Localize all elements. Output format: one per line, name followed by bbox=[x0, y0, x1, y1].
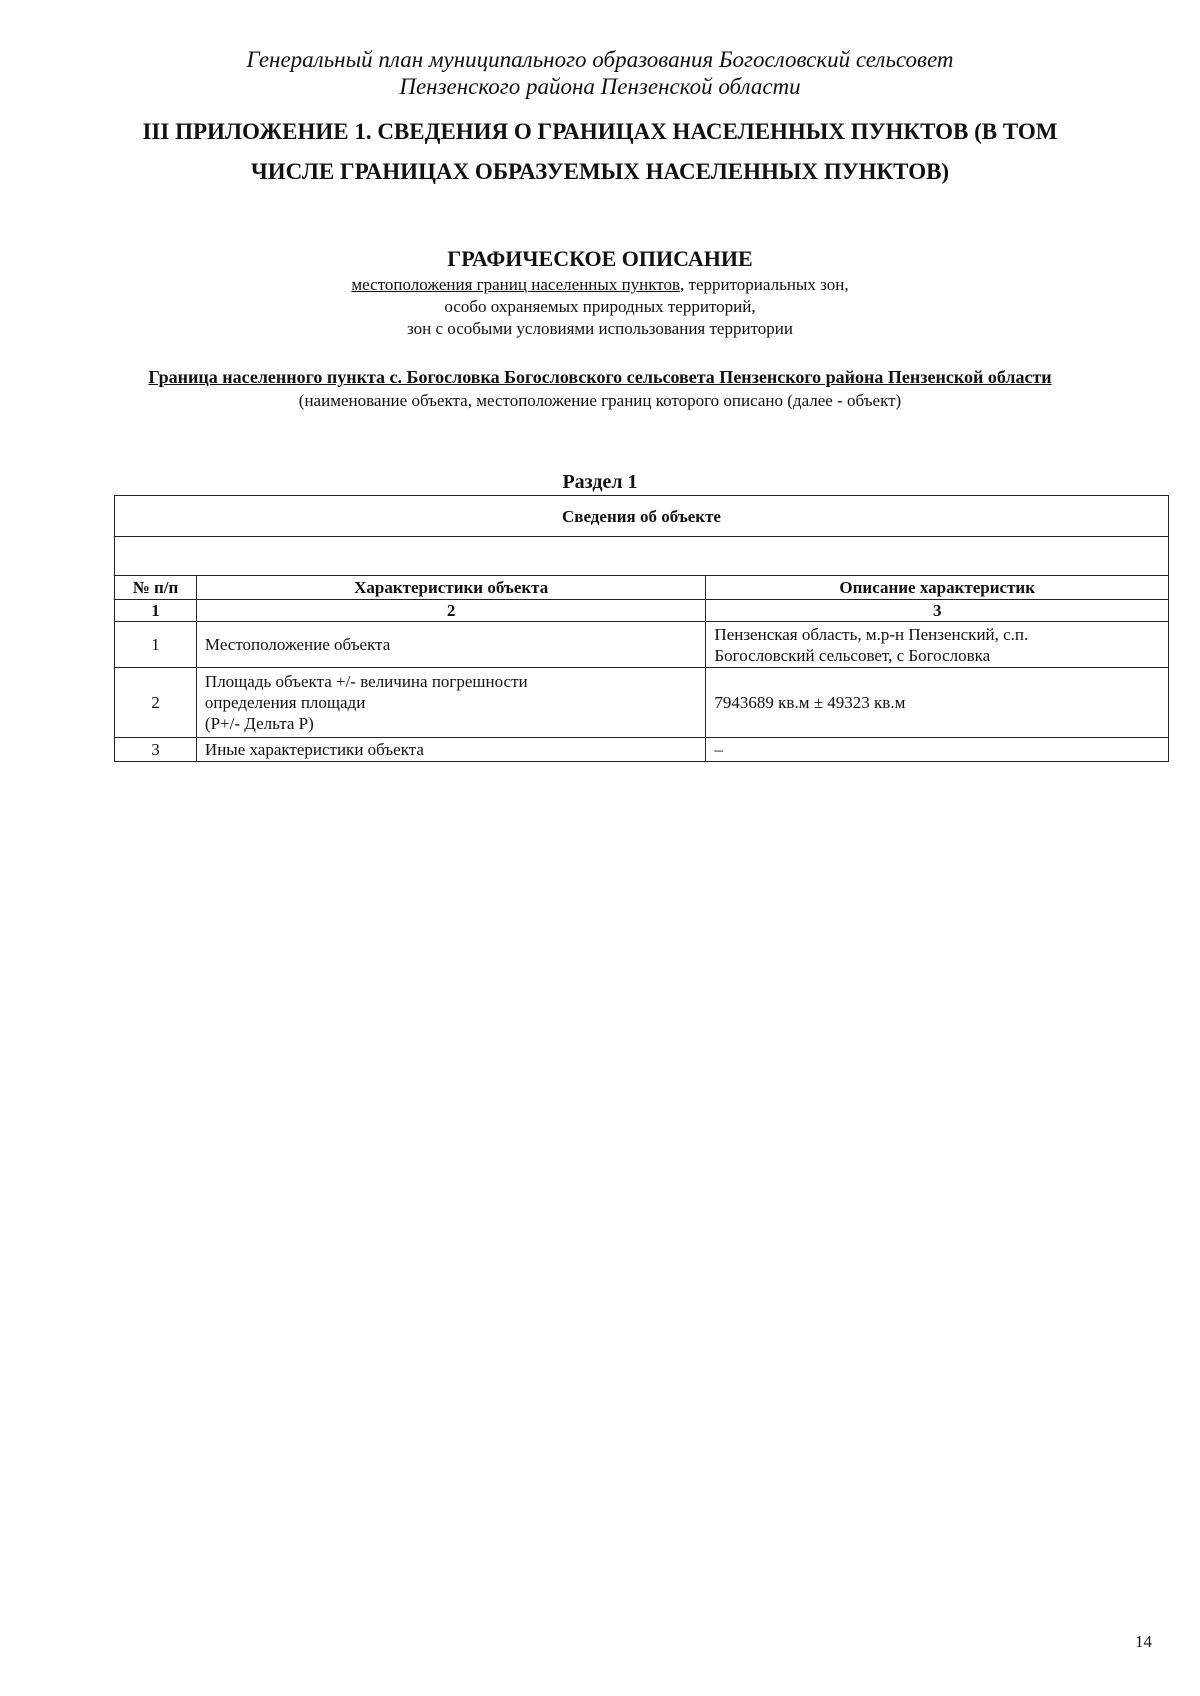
column-number-2: 2 bbox=[196, 600, 706, 622]
graphic-description-subtitle bbox=[0, 274, 1200, 340]
row-description bbox=[706, 622, 1169, 668]
row-description: 7943689 кв.м ± 49323 кв.м bbox=[706, 668, 1169, 738]
row-characteristic bbox=[196, 668, 706, 738]
graphic-description-line-1 bbox=[0, 274, 1200, 296]
running-header bbox=[0, 46, 1200, 100]
row-characteristic-line-1: Площадь объекта +/- величина погрешности bbox=[204, 672, 528, 691]
table-row bbox=[115, 668, 1169, 738]
razdel-heading: Раздел 1 bbox=[562, 471, 638, 493]
table-row bbox=[115, 622, 1169, 668]
object-info-table bbox=[114, 495, 1169, 762]
graphic-description-line-1-rest: , территориальных зон, bbox=[680, 275, 849, 294]
graphic-description-title: ГРАФИЧЕСКОЕ ОПИСАНИЕ bbox=[447, 246, 753, 271]
row-characteristic-line-2: определения площади bbox=[204, 693, 366, 712]
column-number-3: 3 bbox=[706, 600, 1169, 622]
row-characteristic-line-3: (P+/- Дельта P) bbox=[204, 714, 314, 733]
table-caption: Сведения об объекте bbox=[115, 496, 1169, 537]
header-description: Описание характеристик bbox=[706, 576, 1169, 600]
table-header-row bbox=[115, 576, 1169, 600]
graphic-description-line-1-underlined: местоположения границ населенных пунктов bbox=[351, 275, 681, 294]
table-empty-row bbox=[115, 537, 1169, 576]
header-num: № п/п bbox=[115, 576, 197, 600]
row-num: 1 bbox=[115, 622, 197, 668]
section-title: III ПРИЛОЖЕНИЕ 1. СВЕДЕНИЯ О ГРАНИЦАХ НАСЕЛЕННЫХ ПУНКТОВ (В ТОМ ЧИСЛЕ ГРАНИЦАХ ОБРАЗУЕМЫХ НАСЕЛЕННЫХ ПУНКТОВ) bbox=[142, 119, 1058, 184]
object-boundary-note: (наименование объекта, местоположение границ которого описано (далее - объект) bbox=[298, 391, 902, 410]
row-description: – bbox=[706, 738, 1169, 762]
row-num: 3 bbox=[115, 738, 197, 762]
row-description-line-1: Пензенская область, м.р-н Пензенский, с.п. bbox=[714, 624, 1029, 644]
object-boundary-name: Граница населенного пункта с. Богословка Богословского сельсовета Пензенского района Пензенской области bbox=[148, 367, 1052, 387]
row-characteristic: Иные характеристики объекта bbox=[196, 738, 706, 762]
running-header-line-2: Пензенского района Пензенской области bbox=[399, 74, 801, 99]
table-empty-cell bbox=[115, 537, 1169, 576]
column-number-1: 1 bbox=[115, 600, 197, 622]
graphic-description-line-2: особо охраняемых природных территорий, bbox=[444, 297, 756, 316]
table-caption-row bbox=[115, 496, 1169, 537]
table-column-numbers-row bbox=[115, 600, 1169, 622]
table-row bbox=[115, 738, 1169, 762]
page-number: 14 bbox=[1135, 1632, 1152, 1651]
graphic-description-line-3: зон с особыми условиями использования территории bbox=[407, 319, 793, 338]
header-characteristic: Характеристики объекта bbox=[196, 576, 706, 600]
row-description-line-2: Богословский сельсовет, с Богословка bbox=[714, 645, 991, 665]
row-num: 2 bbox=[115, 668, 197, 738]
running-header-line-1: Генеральный план муниципального образования Богословский сельсовет bbox=[246, 47, 954, 72]
row-characteristic: Местоположение объекта bbox=[196, 622, 706, 668]
